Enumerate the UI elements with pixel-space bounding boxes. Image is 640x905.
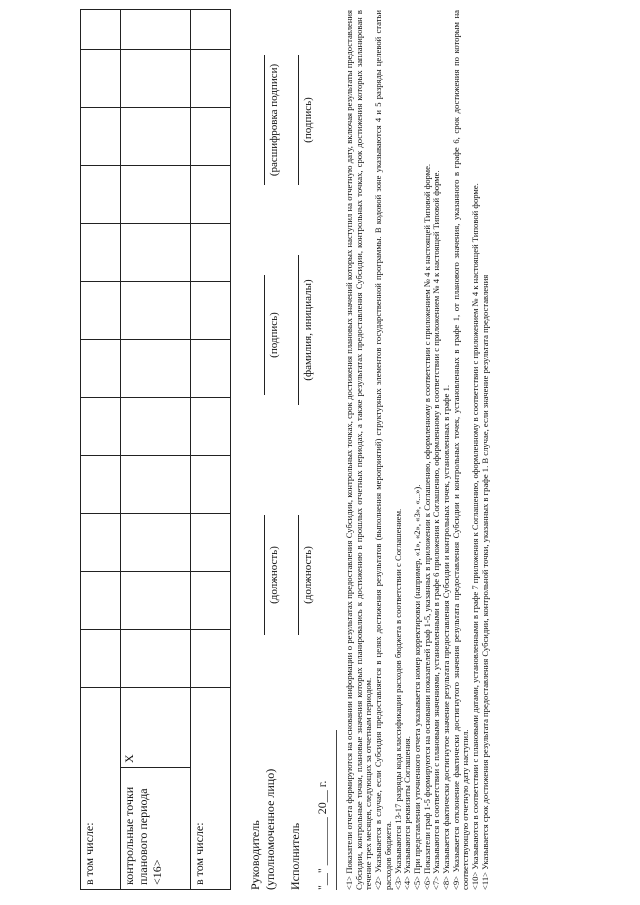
date-line: "__" ________ 20__ г.	[315, 780, 329, 890]
executor-signature-caption: (подпись)	[302, 97, 314, 143]
executor-name-caption: (фамилия, инициалы)	[302, 279, 314, 381]
row-label: контрольные точки планового периода <16>	[121, 768, 191, 890]
executor-signature-line	[298, 55, 299, 185]
signature-caption: (подпись)	[268, 312, 280, 358]
decode-line	[264, 55, 265, 185]
footnote: <4> Указываются реквизиты Соглашения.	[402, 736, 413, 890]
footnote: <6> Показатели граф 1-5 формируются на основании показателей граф 1-5, указанных в приложении к Соглашению, оформленному в соответствии с приложением № 4 к настоящей Типовой форме.	[421, 163, 432, 890]
footnote: <2> Указывается в случае, если Субсидия предоставляется в целях достижения результатов (выполнения мероприятий) структурных элементов государственной программы. В кодовой зоне указываются 4 и 5 разряды целевой статьи расходов бюджета.	[373, 10, 393, 890]
footnote: <5> При представлении уточненного отчета указывается номер корректировки (например, «1», «2», «3», «...»).	[411, 484, 422, 890]
head-label: Руководитель (уполномоченное лицо)	[248, 768, 277, 890]
footnote: <7> Указываются в соответствии с плановыми значениями, установленными в графе 6 приложения к Соглашению, оформленному в соответствии с приложением № 4 к настоящей Типовой форме.	[431, 170, 442, 890]
row-mark: X	[121, 688, 191, 768]
footnote: <9> Указывается отклонение фактически достигнутого значения результата предоставления Субсидии и контрольных точек, установленных в графе 1, от планового значения, указанного в графе 6, срок достижения по которым на соответствующую отчетную дату наступил.	[450, 10, 471, 890]
executor-name-line	[298, 255, 299, 405]
footnotes	[345, 10, 491, 890]
footnote: <1> Показатели отчета формируются на основании информации о результатах предоставления Субсидии, контрольных точках, срок достижения плановых значений которых наступил на отчетную дату, включая результаты предоставления Субсидии, контрольные точки, плановые значения которых планировались к достижению в прошлых отчетных периодах, а также результатах предоставления Субсидии, контрольных точках, срок достижения которых запланирован в течение трех месяцев, следующих за отчетным периодом.	[344, 10, 374, 890]
executor-label: Исполнитель	[288, 822, 302, 890]
footnote: <10> Указываются в соответствии с плановыми датами, установленными в графе 7 приложения к Соглашению, оформленному в соответствии с приложением № 4 к настоящей Типовой форме.	[470, 183, 481, 890]
table-row	[191, 10, 231, 890]
report-table	[80, 9, 231, 890]
position-line	[264, 515, 265, 635]
table-row	[121, 10, 191, 890]
footnote-separator	[336, 730, 337, 890]
row-label: в том числе:	[191, 688, 231, 890]
footnote: <8> Указывается фактически достигнутое значение результата предоставления Субсидии и контрольных точек, установленных в графе 1.	[441, 384, 452, 890]
table-row	[81, 10, 121, 890]
executor-position-line	[298, 515, 299, 635]
position-caption: (должность)	[268, 546, 280, 604]
decode-caption: (расшифровка подписи)	[268, 63, 280, 177]
executor-position-caption: (должность)	[302, 546, 314, 604]
signature-line	[264, 275, 265, 395]
footnote: <11> Указывается срок достижения результата предоставления Субсидии, контрольной точки, указанных в графе 1. В случае, если значение результата предоставления	[479, 274, 490, 890]
row-label: в том числе:	[81, 688, 121, 890]
footnote: <3> Указываются 13-17 разряды кода классификации расходов бюджета в соответствии с Соглашением.	[392, 508, 403, 890]
